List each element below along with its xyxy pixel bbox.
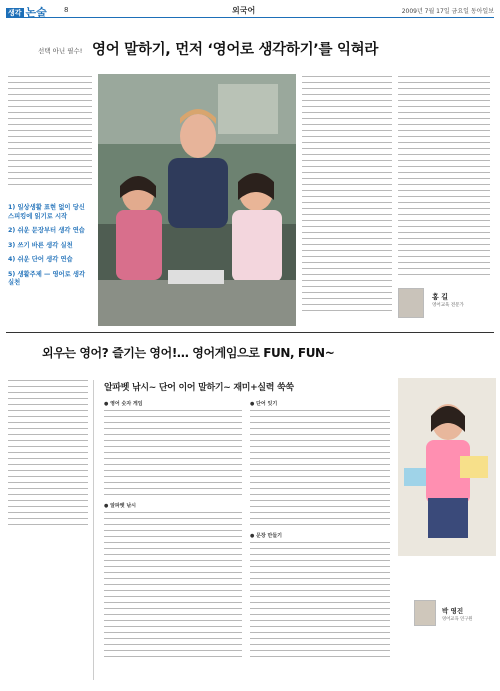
game-photo xyxy=(398,378,496,556)
article1-summary xyxy=(8,76,92,186)
author-portrait xyxy=(398,288,424,318)
article2-subhead: ● 단어 잇기 xyxy=(250,401,278,407)
point-item: 4) 쉬운 단어 생각 연습 xyxy=(8,256,73,263)
page-header xyxy=(6,4,494,18)
column-text-lines xyxy=(398,76,490,280)
column-text-lines xyxy=(250,542,390,662)
game-photo-image xyxy=(398,378,496,556)
article1-points xyxy=(8,204,92,294)
article2-sidebar xyxy=(8,380,88,530)
article2-column-2 xyxy=(250,398,390,662)
logo-text: 논술 xyxy=(25,6,47,19)
point-item: 5) 생활주제 — 영어로 생각 실천 xyxy=(8,270,86,286)
author-portrait xyxy=(414,600,436,626)
column-rule xyxy=(93,380,94,680)
column-text-lines xyxy=(104,410,242,500)
article1-column-2 xyxy=(302,76,392,320)
author-name: 홍 길 xyxy=(432,293,448,301)
point-item: 3) 쓰기 바른 생각 실천 xyxy=(8,241,73,249)
point-item: 1) 일상생활 표현 없이 당신 스피킹에 읽기로 시작 xyxy=(8,204,85,220)
publication-info: 2009년 7월 17일 금요일 동아일보 xyxy=(401,8,494,15)
article2-subtitle: 알파벳 낚시~ 단어 이어 말하기~ 재미+실력 쑥쑥 xyxy=(104,383,294,393)
sidebar-text-lines xyxy=(8,380,88,530)
logo-badge: 생각 xyxy=(8,9,22,17)
article2-subhead: ● 알파벳 낚시 xyxy=(104,503,136,509)
author-title: 영어교육 연구원 xyxy=(442,617,473,622)
column-text-lines xyxy=(302,76,392,320)
page-number: 8 xyxy=(64,6,69,14)
article1-column-3 xyxy=(398,76,490,280)
section-title: 외국어 xyxy=(232,6,256,15)
article2-subhead: ● 문장 만들기 xyxy=(250,533,282,539)
article2-column-1 xyxy=(104,398,242,662)
column-text-lines xyxy=(250,410,390,530)
article1-headline: 영어 말하기, 먼저 ‘영어로 생각하기’를 익혀라 xyxy=(92,42,379,58)
article1-kicker: 선택 아닌 필수! xyxy=(38,47,83,55)
newspaper-logo xyxy=(6,4,47,20)
author-title: 영어교육 전문가 xyxy=(432,303,464,308)
section-divider xyxy=(6,332,494,333)
classroom-photo-image xyxy=(98,74,296,326)
article2-headline: 외우는 영어? 즐기는 영어!… 영어게임으로 FUN, FUN~ xyxy=(42,346,335,360)
summary-text-lines xyxy=(8,76,92,186)
article2-subhead: ● 영어 숫자 게임 xyxy=(104,401,143,407)
author-name: 박 영진 xyxy=(442,607,464,615)
classroom-photo xyxy=(98,74,296,326)
point-item: 2) 쉬운 문장부터 생각 연습 xyxy=(8,227,85,234)
column-text-lines xyxy=(104,512,242,662)
